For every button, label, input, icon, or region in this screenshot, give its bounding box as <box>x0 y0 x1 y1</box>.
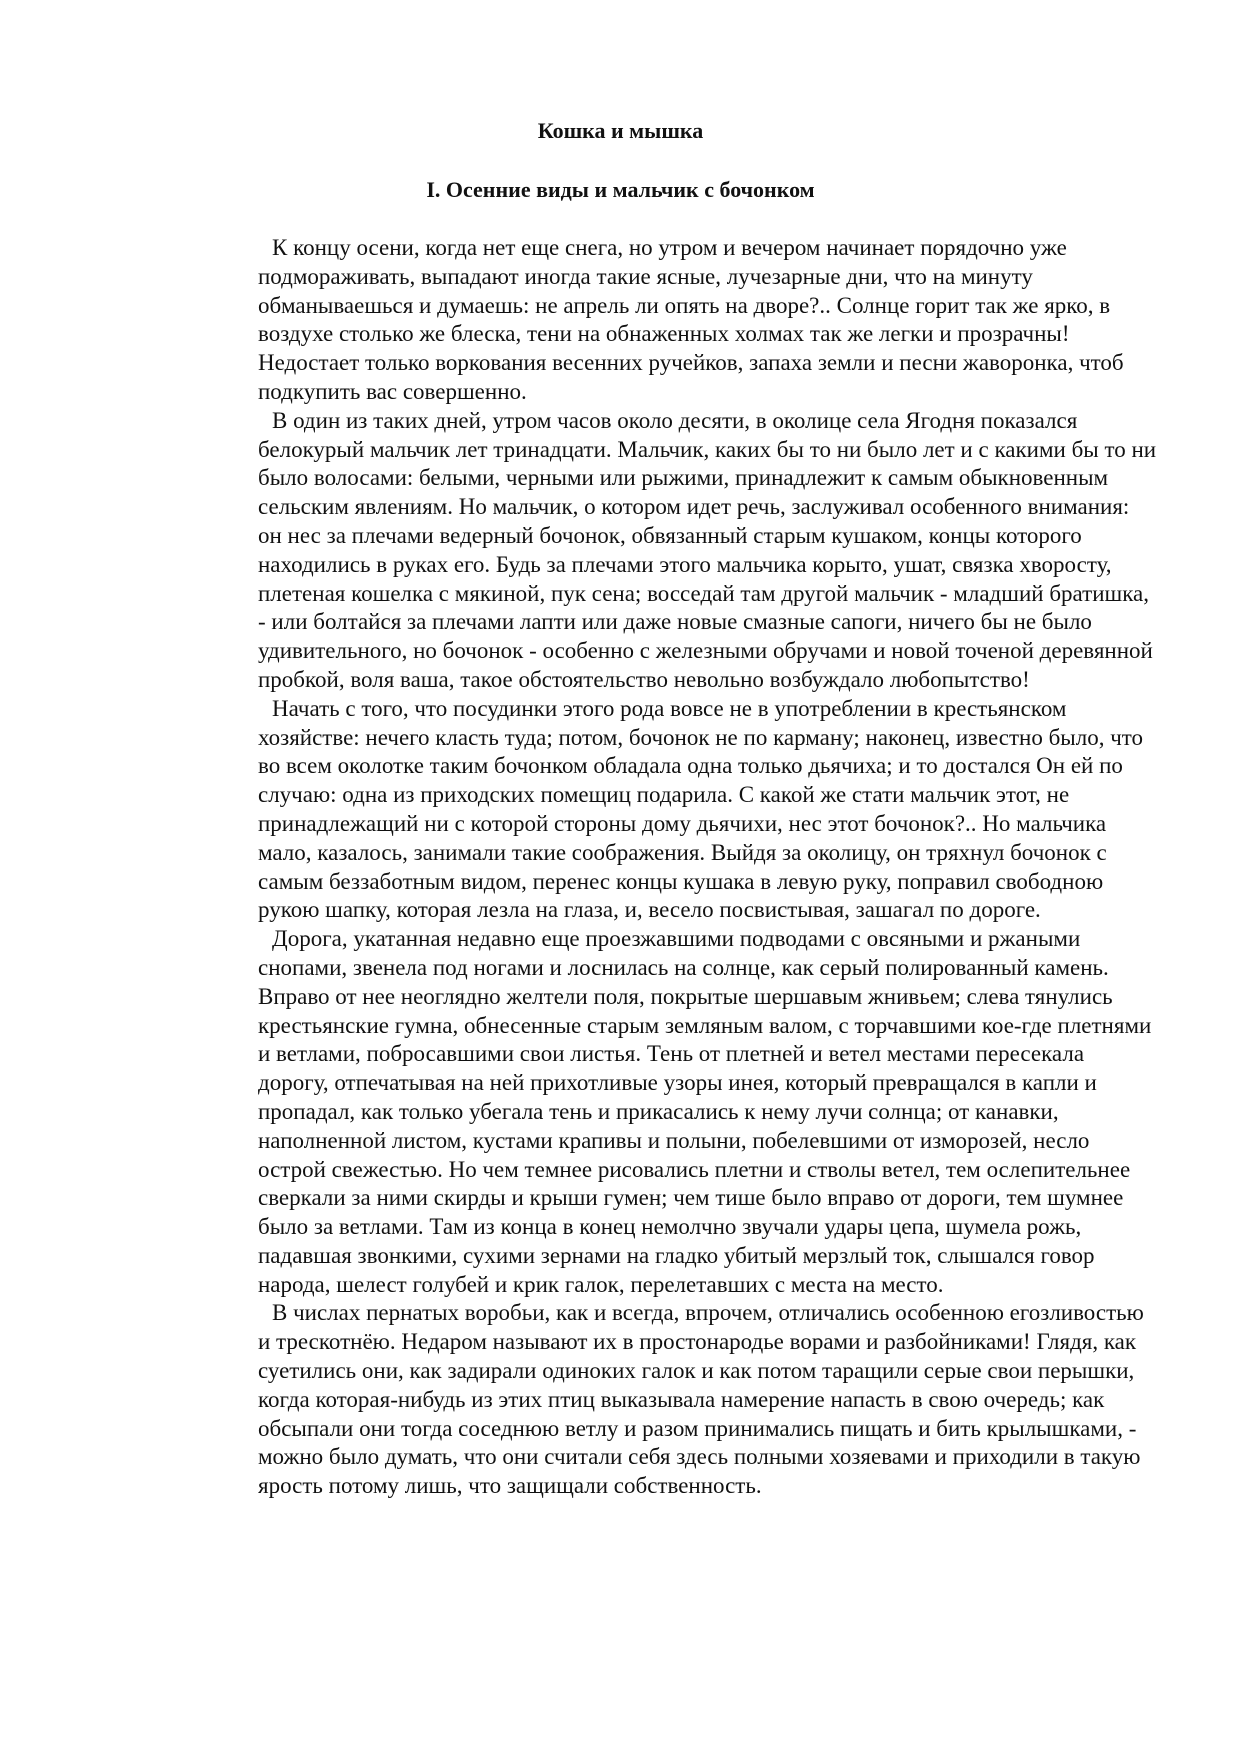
paragraph-5: В числах пернатых воробьи, как и всегда, впрочем, отличались особенною егозливостью и трескотнёю. Недаром называют их в простонародье ворами и разбойниками! Глядя, как суетились они, как задирали одиноких галок и как потом таращили серые свои перышки, когда которая-нибудь из этих птиц выказывала намерение напасть в свою очередь; как обсыпали они тогда соседнюю ветлу и разом принимались пищать и бить крылышками, - можно было думать, что они считали себя здесь полными хозяевами и приходили в такую ярость потому лишь, что защищали собственность. <box>258 1300 1144 1499</box>
document-title: Кошка и мышка <box>537 118 704 143</box>
body-text <box>258 234 1158 1501</box>
paragraph-4: Дорога, укатанная недавно еще проезжавшими подводами с овсяными и ржаными снопами, звенела под ногами и лоснилась на солнце, как серый полированный камень. Вправо от нее неоглядно желтели поля, покрытые шершавым жнивьем; слева тянулись крестьянские гумна, обнесенные старым земляным валом, с торчавшими кое-где плетнями и ветлами, побросавшими свои листья. Тень от плетней и ветел местами пересекала дорогу, отпечатывая на ней прихотливые узоры инея, который превращался в капли и пропадал, как только убегала тень и прикасались к нему лучи солнца; от канавки, наполненной листом, кустами крапивы и полыни, побелевшими от изморозей, несло острой свежестью. Но чем темнее рисовались плетни и стволы ветел, тем ослепительнее сверкали за ними скирды и крыши гумен; чем тише было вправо от дороги, тем шумнее было за ветлами. Там из конца в конец немолчно звучали удары цепа, шумела рожь, падавшая звонкими, сухими зернами на гладко убитый мерзлый ток, слышался говор народа, шелест голубей и крик галок, перелетавших с места на место. <box>258 926 1152 1297</box>
paragraph-2: В один из таких дней, утром часов около десяти, в околице села Ягодня показался белокурый мальчик лет тринадцати. Мальчик, каких бы то ни было лет и с какими бы то ни было волосами: белыми, черными или рыжими, принадлежит к самым обыкновенным сельским явлениям. Но мальчик, о котором идет речь, заслуживал особенного внимания: он нес за плечами ведерный бочонок, обвязанный старым кушаком, концы которого находились в руках его. Будь за плечами этого мальчика корыто, ушат, связка хворосту, плетеная кошелка с мякиной, пук сена; восседай там другой мальчик - младший братишка, - или болтайся за плечами лапти или даже новые смазные сапоги, ничего бы не было удивительного, но бочонок - особенно с железными обручами и новой точеной деревянной пробкой, воля ваша, такое обстоятельство невольно возбуждало любопытство! <box>258 407 1157 692</box>
paragraph-3: Начать с того, что посудинки этого рода вовсе не в употреблении в крестьянском хозяйстве: нечего класть туда; потом, бочонок не по карману; наконец, известно было, что во всем околотке таким бочонком обладала одна только дьячиха; и то достался Он ей по случаю: одна из приходских помещиц подарила. С какой же стати мальчик этот, не принадлежащий ни с которой стороны дому дьячихи, нес этот бочонок?.. Но мальчика мало, казалось, занимали такие соображения. Выйдя за околицу, он тряхнул бочонок с самым беззаботным видом, перенес концы кушака в левую руку, поправил свободною рукою шапку, которая лезла на глаза, и, весело посвистывая, зашагал по дороге. <box>258 695 1144 923</box>
chapter-title: I. Осенние виды и мальчик с бочонком <box>426 177 815 202</box>
paragraph-1: К концу осени, когда нет еще снега, но утром и вечером начинает порядочно уже подмораживать, выпадают иногда такие ясные, лучезарные дни, что на минуту обманываешься и думаешь: не апрель ли опять на дворе?.. Солнце горит так же ярко, в воздухе столько же блеска, тени на обнаженных холмах так же легки и прозрачны! Недостает только воркования весенних ручейков, запаха земли и песни жаворонка, чтоб подкупить вас совершенно. <box>258 235 1124 404</box>
